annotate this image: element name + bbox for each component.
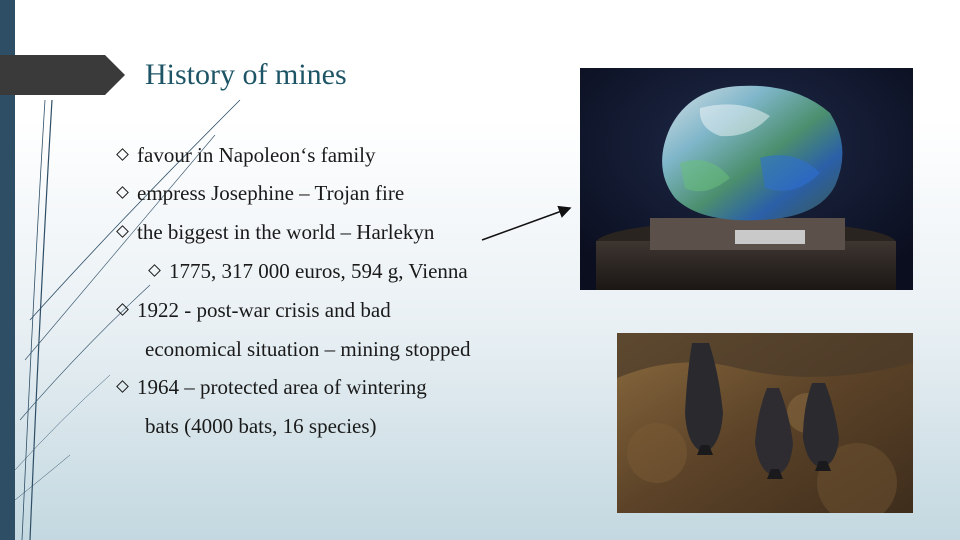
bullet-continuation: economical situation – mining stopped	[145, 337, 471, 361]
slide-title: History of mines	[145, 58, 347, 91]
bullet-text: empress Josephine – Trojan fire	[137, 181, 405, 205]
bullet-text: 1922 - post-war crisis and bad	[137, 298, 391, 322]
diamond-bullet-icon	[116, 186, 129, 199]
bullet-continuation: bats (4000 bats, 16 species)	[145, 414, 377, 438]
bullet-item	[118, 375, 427, 399]
bullet-item	[118, 298, 391, 322]
bullet-text: 1964 – protected area of wintering	[137, 375, 427, 399]
bullet-item	[118, 181, 404, 205]
bullet-item	[118, 143, 376, 167]
diamond-bullet-icon	[116, 148, 129, 161]
hanging-bats-icon	[617, 333, 913, 513]
diamond-bullet-icon	[148, 264, 161, 277]
bullet-item	[118, 220, 434, 244]
diamond-bullet-icon	[116, 303, 129, 316]
bullet-text: 1775, 317 000 euros, 594 g, Vienna	[169, 259, 468, 283]
diamond-bullet-icon	[116, 380, 129, 393]
bullet-text: favour in Napoleon‘s family	[137, 143, 376, 167]
opal-photo	[580, 68, 913, 290]
bullet-text: the biggest in the world – Harlekyn	[137, 220, 435, 244]
title-arrow-shape	[0, 55, 125, 95]
sub-bullet-item	[150, 259, 468, 283]
opal-stone-icon	[580, 68, 913, 290]
bats-photo	[617, 333, 913, 513]
diamond-bullet-icon	[116, 225, 129, 238]
